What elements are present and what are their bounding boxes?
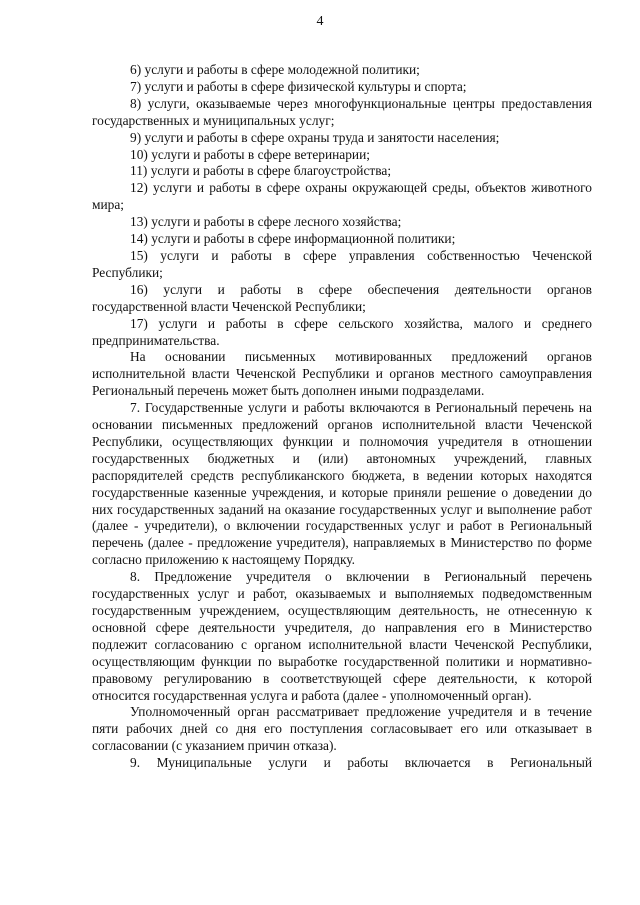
clause-9: 9. Муниципальные услуги и работы включается в Региональный — [130, 755, 592, 771]
document-body — [92, 62, 592, 772]
paragraph-authorized-body: Уполномоченный орган рассматривает предложение учредителя и в течение пяти рабочих дней со дня его поступления согласовывает его или отказывает в согласовании (с указанием причин отказа). — [92, 704, 592, 754]
paragraph-supplement: На основании письменных мотивированных предложений органов исполнительной власти Чеченской Республики и органов местного самоуправления Региональный перечень может быть дополнен иными подразделами. — [92, 349, 592, 399]
clause-7: 7. Государственные услуги и работы включаются в Региональный перечень на основании письменных предложений органов исполнительной власти Чеченской Республики, осуществляющих функции и полномочия учредителя в отношении государственных бюджетных и (или) автономных учреждений, главных распорядителей средств республиканского бюджета, в ведении которых находятся государственные казенные учреждения, и которые приняли решение о доведении до них государственных заданий на оказание государственных услуг и выполнение работ (далее - учредители), о включении государственных услуг и работ в Региональный перечень (далее - предложение учредителя), направляемых в Министерство по форме согласно приложению к настоящему Порядку. — [92, 400, 592, 568]
list-item-7: 7) услуги и работы в сфере физической культуры и спорта; — [130, 78, 467, 94]
list-item-9: 9) услуги и работы в сфере охраны труда и занятости населения; — [130, 129, 500, 145]
list-item-10: 10) услуги и работы в сфере ветеринарии; — [130, 146, 370, 162]
clause-8: 8. Предложение учредителя о включении в Региональный перечень государственных услуг и работ, оказываемых и выполняемых подведомственным государственным учреждением, осуществляющим деятельность, не отнесенную к основной сфере деятельности учредителя, до направления его в Министерство подлежит согласованию с органом исполнительной власти Чеченской Республики, осуществляющим функции по выработке государственной политики и нормативно-правовому регулированию в соответствующей сфере деятельности, к которой относится государственная услуга и работа (далее - уполномоченный орган). — [92, 569, 592, 703]
list-item-15: 15) услуги и работы в сфере управления собственностью Чеченской Республики; — [92, 247, 592, 280]
list-item-14: 14) услуги и работы в сфере информационной политики; — [130, 231, 456, 247]
list-item-8: 8) услуги, оказываемые через многофункциональные центры предоставления государственных и муниципальных услуг; — [92, 95, 592, 128]
list-item-16: 16) услуги и работы в сфере обеспечения деятельности органов государственной власти Чеченской Республики; — [92, 281, 592, 314]
page-number: 4 — [316, 14, 324, 29]
list-item-11: 11) услуги и работы в сфере благоустройства; — [130, 163, 392, 179]
list-item-12: 12) услуги и работы в сфере охраны окружающей среды, объектов животного мира; — [92, 180, 592, 213]
list-item-6: 6) услуги и работы в сфере молодежной политики; — [130, 62, 420, 77]
list-item-13: 13) услуги и работы в сфере лесного хозяйства; — [130, 214, 402, 230]
list-item-17: 17) услуги и работы в сфере сельского хозяйства, малого и среднего предпринимательства. — [92, 315, 592, 348]
